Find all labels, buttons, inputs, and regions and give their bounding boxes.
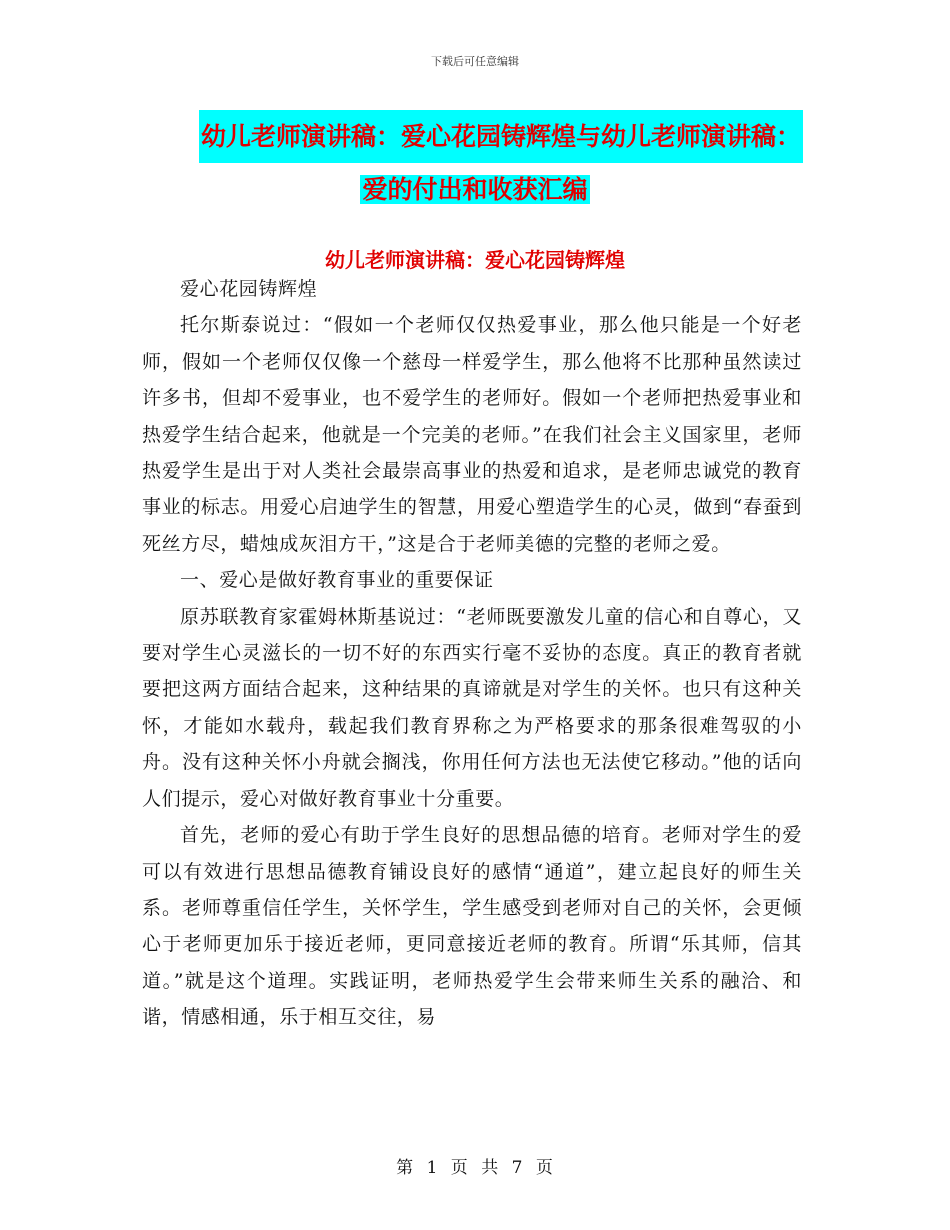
section-title: 幼儿老师演讲稿：爱心花园铸辉煌 <box>325 248 625 272</box>
document-title <box>0 110 950 216</box>
body-text <box>142 271 802 1036</box>
paragraph: 原苏联教育家霍姆林斯基说过：“老师既要激发儿童的信心和自尊心，又要对学生心灵滋长的一切不好的东西实行毫不妥协的态度。真正的教育者就要把这两方面结合起来，这种结果的真谛就是对学生的关怀。也只有这种关怀，才能如水载舟，载起我们教育界称之为严格要求的那条很难驾驭的小舟。没有这种关怀小舟就会搁浅，你用任何方法也无法使它移动。”他的话向人们提示，爱心对做好教育事业十分重要。 <box>142 605 802 810</box>
document-title-line-1: 幼儿老师演讲稿：爱心花园铸辉煌与幼儿老师演讲稿： <box>199 110 803 163</box>
header-note: 下载后可任意编辑 <box>431 55 519 68</box>
paragraph: 首先，老师的爱心有助于学生良好的思想品德的培育。老师对学生的爱可以有效进行思想品德教育铺设良好的感情“通道”，建立起良好的师生关系。老师尊重信任学生，关怀学生，学生感受到老师对自己的关怀，会更倾心于老师更加乐于接近老师，更同意接近老师的教育。所谓“乐其师，信其道。”就是这个道理。实践证明，老师热爱学生会带来师生关系的融洽、和谐，情感相通，乐于相互交往，易 <box>142 824 802 1029</box>
paragraph: 爱心花园铸辉煌 <box>180 278 318 300</box>
page-footer: 第 1 页 共 7 页 <box>396 1158 554 1178</box>
paragraph: 一、爱心是做好教育事业的重要保证 <box>180 569 494 592</box>
paragraph: 托尔斯泰说过：“假如一个老师仅仅热爱事业，那么他只能是一个好老师，假如一个老师仅仅像一个慈母一样爱学生，那么他将不比那种虽然读过许多书，但却不爱事业，也不爱学生的老师好。假如一个老师把热爱事业和热爱学生结合起来，他就是一个完美的老师。”在我们社会主义国家里，老师热爱学生是出于对人类社会最崇高事业的热爱和追求，是老师忠诚党的教育事业的标志。用爱心启迪学生的智慧，用爱心塑造学生的心灵，做到“春蚕到死丝方尽，蜡烛成灰泪方干，”这是合于老师美德的完整的老师之爱。 <box>142 314 802 555</box>
document-title-line-2: 爱的付出和收获汇编 <box>362 175 588 204</box>
